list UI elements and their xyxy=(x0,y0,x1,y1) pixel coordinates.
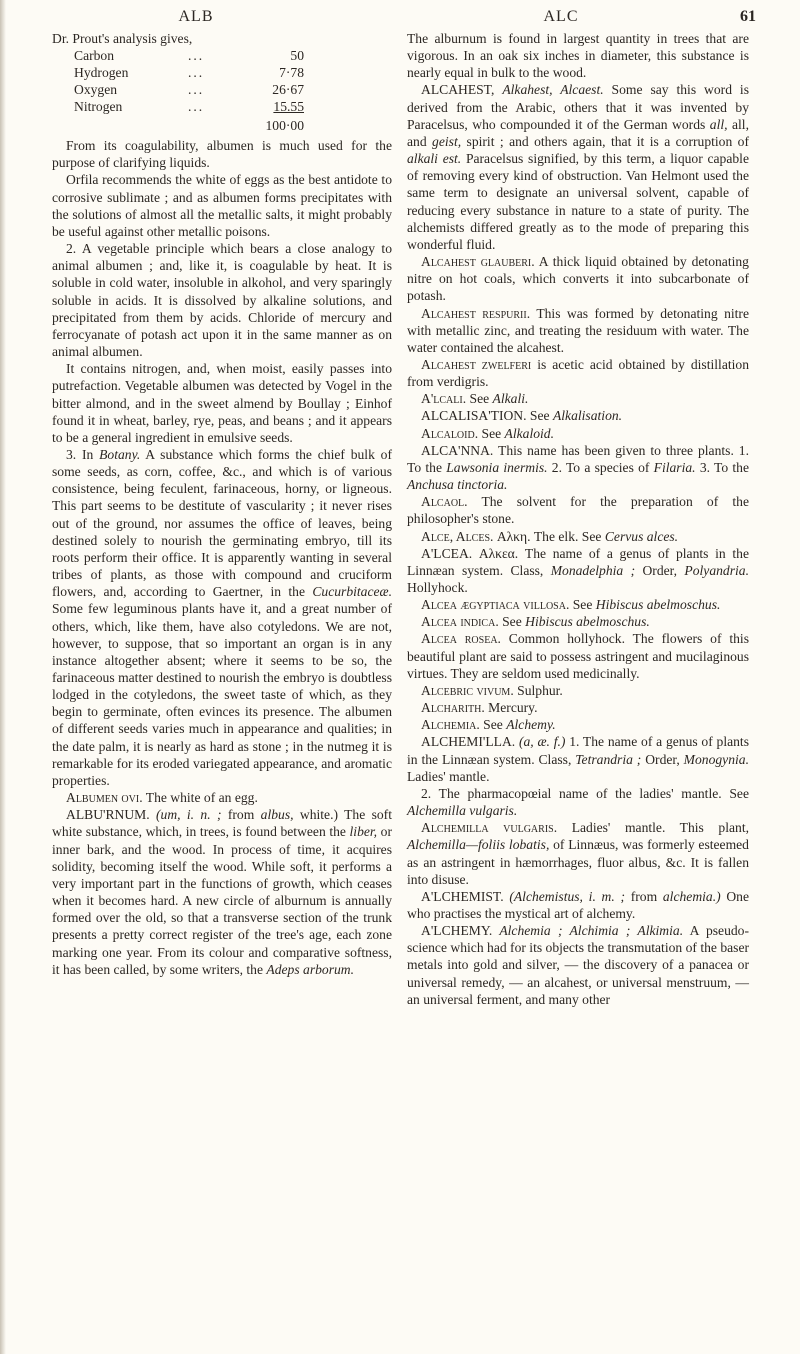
paragraph: It contains nitrogen, and, when moist, easily passes into putrefaction. Vegetable albumen was detected by Vogel in the bitter almond, and in the sweet almend by Boullay ; Einhof found it in wheat, barley, rye, peas, and beans ; and it appears to be a general ingredient in emulsive seeds. xyxy=(52,361,392,445)
entry-term: Alce, Alces. xyxy=(421,528,494,544)
entry-italic: Lawsonia inermis. xyxy=(446,459,548,475)
page-number: 61 xyxy=(740,8,756,25)
entry-alcahest xyxy=(407,81,749,253)
analysis-element: Hydrogen xyxy=(74,65,129,81)
analysis-element: Carbon xyxy=(74,48,115,64)
entry-italic: alchemia.) xyxy=(662,888,721,904)
entry-italic: Hibiscus abelmoschus. xyxy=(595,597,721,613)
entry-headword: ALCHEMI'LLA. xyxy=(421,734,516,750)
entry-text: A thick liquid obtained by detonating nitre on hot coals, which converts it into subcarbonate of potash. xyxy=(407,254,749,304)
entry-alcanna xyxy=(407,442,749,493)
analysis-dots: ... xyxy=(188,65,205,81)
entry-term: Alcebric vivum. xyxy=(421,682,514,698)
entry-text: See xyxy=(569,597,596,613)
entry-alcahest-respurii xyxy=(407,305,749,356)
entry-text: See xyxy=(466,391,493,407)
entry-italic: Hibiscus abelmoschus. xyxy=(525,614,650,630)
botany-paragraph xyxy=(52,446,392,789)
analysis-table xyxy=(52,30,392,137)
analysis-dots: ... xyxy=(188,99,205,115)
entry-text: 2. To a species of xyxy=(547,459,654,475)
entry-italic: all, xyxy=(709,116,728,132)
entry-alcea xyxy=(407,545,749,596)
entry-alcebric xyxy=(407,682,749,699)
entry-text: See xyxy=(478,425,505,441)
entry-italic: Adeps arborum. xyxy=(266,961,355,977)
botany-italic: Cucurbitaceæ. xyxy=(312,584,392,600)
entry-headword: ALCA'NNA. xyxy=(421,442,494,458)
entry-text: or inner bark, and the wood. In process of time, it acquires solidity, becoming itself the wood. While soft, it performs a very important part in the functions of growth, which ceases when it becomes hard. A new circle of alburnum is annually formed over the old, so that a transverse section of the trunk presents a pretty correct register of the tree's age, each zone marking one year. From its colour and comparative softness, it has been called, by some writers, the xyxy=(52,824,392,977)
entry-headword: ALCALISA'TION. xyxy=(421,408,527,424)
right-column xyxy=(407,30,749,1008)
entry-alcahest-glauberi xyxy=(407,253,749,304)
analysis-row xyxy=(52,64,392,81)
paragraph: Orfila recommends the white of eggs as the best antidote to corrosive sublimate ; and as albumen forms precipitates with the solutions of almost all the metallic salts, it might probably be useful against other metallic poisons. xyxy=(52,172,392,239)
analysis-total: 100·00 xyxy=(265,118,304,134)
entry-text: Order, xyxy=(635,562,685,578)
entry-term: Alcharith. xyxy=(421,700,485,716)
entry-grammar: (Alchemistus, i. m. ; xyxy=(503,888,626,904)
entry-grammar: (a, æ. f.) xyxy=(515,734,566,750)
analysis-value: 50 xyxy=(290,48,304,64)
entry-alchemilla-2 xyxy=(407,785,749,819)
entry-italic: Alchemilla—foliis lobatis, xyxy=(407,837,550,853)
entry-text: One who practises the mystical art of alchemy. xyxy=(407,888,749,921)
entry-text: Sulphur. xyxy=(513,682,563,698)
entry-text: 3. To the xyxy=(695,459,749,475)
entry-text: See xyxy=(526,408,553,424)
entry-alcharith xyxy=(407,699,749,716)
entry-italic: albus, xyxy=(260,807,294,823)
running-head-left: ALB xyxy=(178,8,214,25)
entry-term: Alcea indica. xyxy=(421,614,499,630)
entry-text: is acetic acid obtained by distillation from verdigris. xyxy=(407,356,750,390)
entry-alcahest-zwelferi xyxy=(407,356,749,390)
entry-text: from xyxy=(221,807,261,823)
botany-text: A substance which forms the chief bulk of some seeds, as corn, coffee, &c., and which is of various consistence, being feculent, farinaceous, horny, or ligneous. This part seems to be destitute of vascularity ; it never rises out of the ground, nor assumes the office of leaves, being destined solely to nourish the germinating embryo, till its roots perform their office. It is apparently wanting in several tribes of plants, as those with compound and cruciform flowers, and, according to Gaertner, in the xyxy=(52,446,392,600)
entry-headword: A'LCHEMIST. xyxy=(421,888,504,904)
entry-italic: Alchemia ; Alchimia ; Alkimia. xyxy=(492,923,684,939)
entry-alcalisation xyxy=(407,407,749,424)
entry-italic: geist, xyxy=(432,133,462,149)
entry-text: Order, xyxy=(641,751,684,767)
running-head-right: ALC xyxy=(543,8,579,25)
entry-text: 2. The pharmacopœial name of the ladies' mantle. See xyxy=(421,785,749,801)
entry-alcea-aegyptiaca xyxy=(407,596,749,613)
entry-italic: Cervus alces. xyxy=(604,528,679,544)
entry-text: spirit ; and others again, that it is a corruption of xyxy=(461,133,750,149)
entry-alcaol xyxy=(407,493,749,527)
entry-term: Alcea rosea. xyxy=(421,631,501,647)
entry-text: The name of a genus of plants in the Linnæan system. Class, xyxy=(407,545,749,578)
analysis-value: 7·78 xyxy=(279,65,304,81)
entry-italic: Alkalisation. xyxy=(552,408,623,424)
paragraph: 2. A vegetable principle which bears a close analogy to animal albumen ; and, like it, is coagulable by heat. It is soluble in cold water, insoluble in alkohol, and very sparingly soluble in acids. It is dissolved by alkaline solutions, and precipitated from them by acids. Chloride of mercury and ferrocyanate of potash act upon it in the same manner as on animal albumen. xyxy=(52,241,392,360)
botany-text: Some few leguminous plants have it, and a great number of others, which, like them, have also cotyledons. We are not, however, to suppose, that so important an organ is in any instance altogether absent; where it seems to be so, the farinaceous matter destined to nourish the embryo is doubtless lodged in the cotyledons, the sweet taste of which, as they begin to germinate, often evinces its presence. The albumen of different seeds varies much in appearance and qualities; in the date palm, it is nearly as hard as stone ; in the nutmeg it is remarkable for its eroded variegated appearance, and aromatic properties. xyxy=(52,601,392,788)
entry-italic: Monogynia. xyxy=(683,751,749,767)
entry-italic: Filaria. xyxy=(653,459,696,475)
entry-term: Alcahest glauberi. xyxy=(421,254,535,270)
entry-alcea-indica xyxy=(407,613,749,630)
entry-text: See xyxy=(498,614,526,630)
paragraph: From its coagulability, albumen is much used for the purpose of clarifying liquids. xyxy=(52,138,392,171)
page-binding-shadow xyxy=(0,0,6,1354)
entry-text: Hollyhock. xyxy=(407,580,468,595)
entry-italic: Anchusa tinctoria. xyxy=(407,477,508,493)
entry-italic: liber, xyxy=(349,824,378,840)
entry-text: from xyxy=(625,888,663,904)
entry-alchemilla xyxy=(407,733,749,784)
entry-term: Alcahest zwelferi xyxy=(421,356,532,372)
alburnum-continuation: The alburnum is found in largest quantity in trees that are vigorous. In an oak six inches in diameter, this substance is nearly equal in bulk to the wood. xyxy=(407,31,749,81)
analysis-value: 26·67 xyxy=(272,82,304,98)
entry-italic: alkali est. xyxy=(407,151,462,167)
entry-text: This was formed by detonating nitre with metallic zinc, and treating the residuum with water. The water contained the alcahest. xyxy=(407,305,749,355)
entry-text: Paracelsus signified, by this term, a liquor capable of removing every kind of obstruction. Van Helmont used the same term to designate an universal solvent, capable of reducing every substance in nature to a state of purity. The alchemists differed greatly as to the mode of preparing this wonderful fluid. xyxy=(407,151,749,252)
entry-text: This name has been given to three plants. 1. To the xyxy=(407,442,749,475)
entry-text: Ladies' mantle. xyxy=(407,768,490,784)
entry-text: Ladies' mantle. This plant, xyxy=(557,820,749,836)
entry-italic: Alkaloid. xyxy=(504,425,555,441)
entry-alce xyxy=(407,528,749,545)
analysis-dots: ... xyxy=(188,48,205,64)
entry-alcea-rosea xyxy=(407,630,749,681)
entry-italic: Polyandria. xyxy=(684,562,749,578)
analysis-row xyxy=(52,47,392,64)
entry-albumen-ovi xyxy=(52,789,392,806)
entry-italic: Tetrandria ; xyxy=(575,751,642,767)
entry-alchemia xyxy=(407,716,749,733)
entry-alcali xyxy=(407,390,749,407)
entry-text: Mercury. xyxy=(484,700,538,716)
entry-term: Alchemia. xyxy=(421,717,480,733)
entry-text: The elk. See xyxy=(530,528,605,544)
entry-italic: Alchemy. xyxy=(506,717,556,733)
entry-headword: A'LCEA. xyxy=(421,545,473,561)
entry-italic: Alkahest, Alcaest. xyxy=(502,82,604,98)
left-column xyxy=(52,30,392,978)
entry-alchemy xyxy=(407,922,749,1008)
entry-alchemilla-vulgaris xyxy=(407,819,749,888)
entry-text: of Linnæus, was formerly esteemed as an astringent in hæmorrhages, fluor albus, &c. It is fallen into disuse. xyxy=(407,837,749,887)
entry-text: Common hollyhock. The flowers of this beautiful plant are said to possess astringent and mucilaginous virtues. They are seldom used medicinally. xyxy=(407,631,749,681)
analysis-dots: ... xyxy=(188,82,205,98)
entry-italic: Alkali. xyxy=(492,391,529,407)
entry-term: Alcahest respurii. xyxy=(421,305,531,321)
entry-text: white.) The soft white substance, which, in trees, is found between the xyxy=(52,807,392,840)
entry-text: Some say this word is derived from the Arabic, others that it was invented by Paracelsus, who compounded it of the German words xyxy=(407,82,749,132)
analysis-value: 15.55 xyxy=(273,99,304,115)
entry-headword: ALCAHEST, xyxy=(421,82,495,98)
entry-italic: Monadelphia ; xyxy=(550,562,636,578)
entry-text: A pseudo-science which had for its objects the transmutation of the baser metals into gold and silver, — the discovery of a panacea or universal remedy, — an alcahest, or universal menstruum, — an universal ferment, and many other xyxy=(407,923,750,1007)
botany-number: 3. In xyxy=(66,446,100,462)
entry-italic: Alchemilla vulgaris. xyxy=(407,803,518,819)
entry-alcaloid xyxy=(407,425,749,442)
analysis-intro: Dr. Prout's analysis gives, xyxy=(52,31,193,46)
entry-alburnum xyxy=(52,806,392,978)
entry-term: A'lcali. xyxy=(421,391,467,407)
entry-text: 1. The name of a genus of plants in the Linnæan system. Class, xyxy=(407,734,749,767)
entry-greek: Αλκη. xyxy=(493,528,531,544)
botany-term: Botany. xyxy=(99,446,141,462)
entry-alchemist xyxy=(407,888,749,922)
entry-grammar: (um, i. n. ; xyxy=(156,807,222,823)
entry-headword: ALBU'RNUM. xyxy=(66,807,150,823)
analysis-row xyxy=(52,98,392,115)
entry-text: The white of an egg. xyxy=(142,790,258,806)
entry-headword: A'LCHEMY. xyxy=(421,923,493,939)
analysis-row xyxy=(52,81,392,98)
entry-term: Alcaol. xyxy=(421,494,468,510)
entry-term: Albumen ovi. xyxy=(66,790,143,806)
entry-text: See xyxy=(479,717,507,733)
analysis-element: Nitrogen xyxy=(74,99,123,115)
entry-term: Alcaloid. xyxy=(421,425,479,441)
entry-greek: Αλκεα. xyxy=(472,545,519,561)
entry-text: all, and xyxy=(407,116,749,149)
entry-term: Alcea ægyptiaca villosa. xyxy=(421,597,570,613)
analysis-element: Oxygen xyxy=(74,82,118,98)
entry-term: Alchemilla vulgaris. xyxy=(421,820,558,836)
entry-text: The solvent for the preparation of the philosopher's stone. xyxy=(407,494,749,527)
